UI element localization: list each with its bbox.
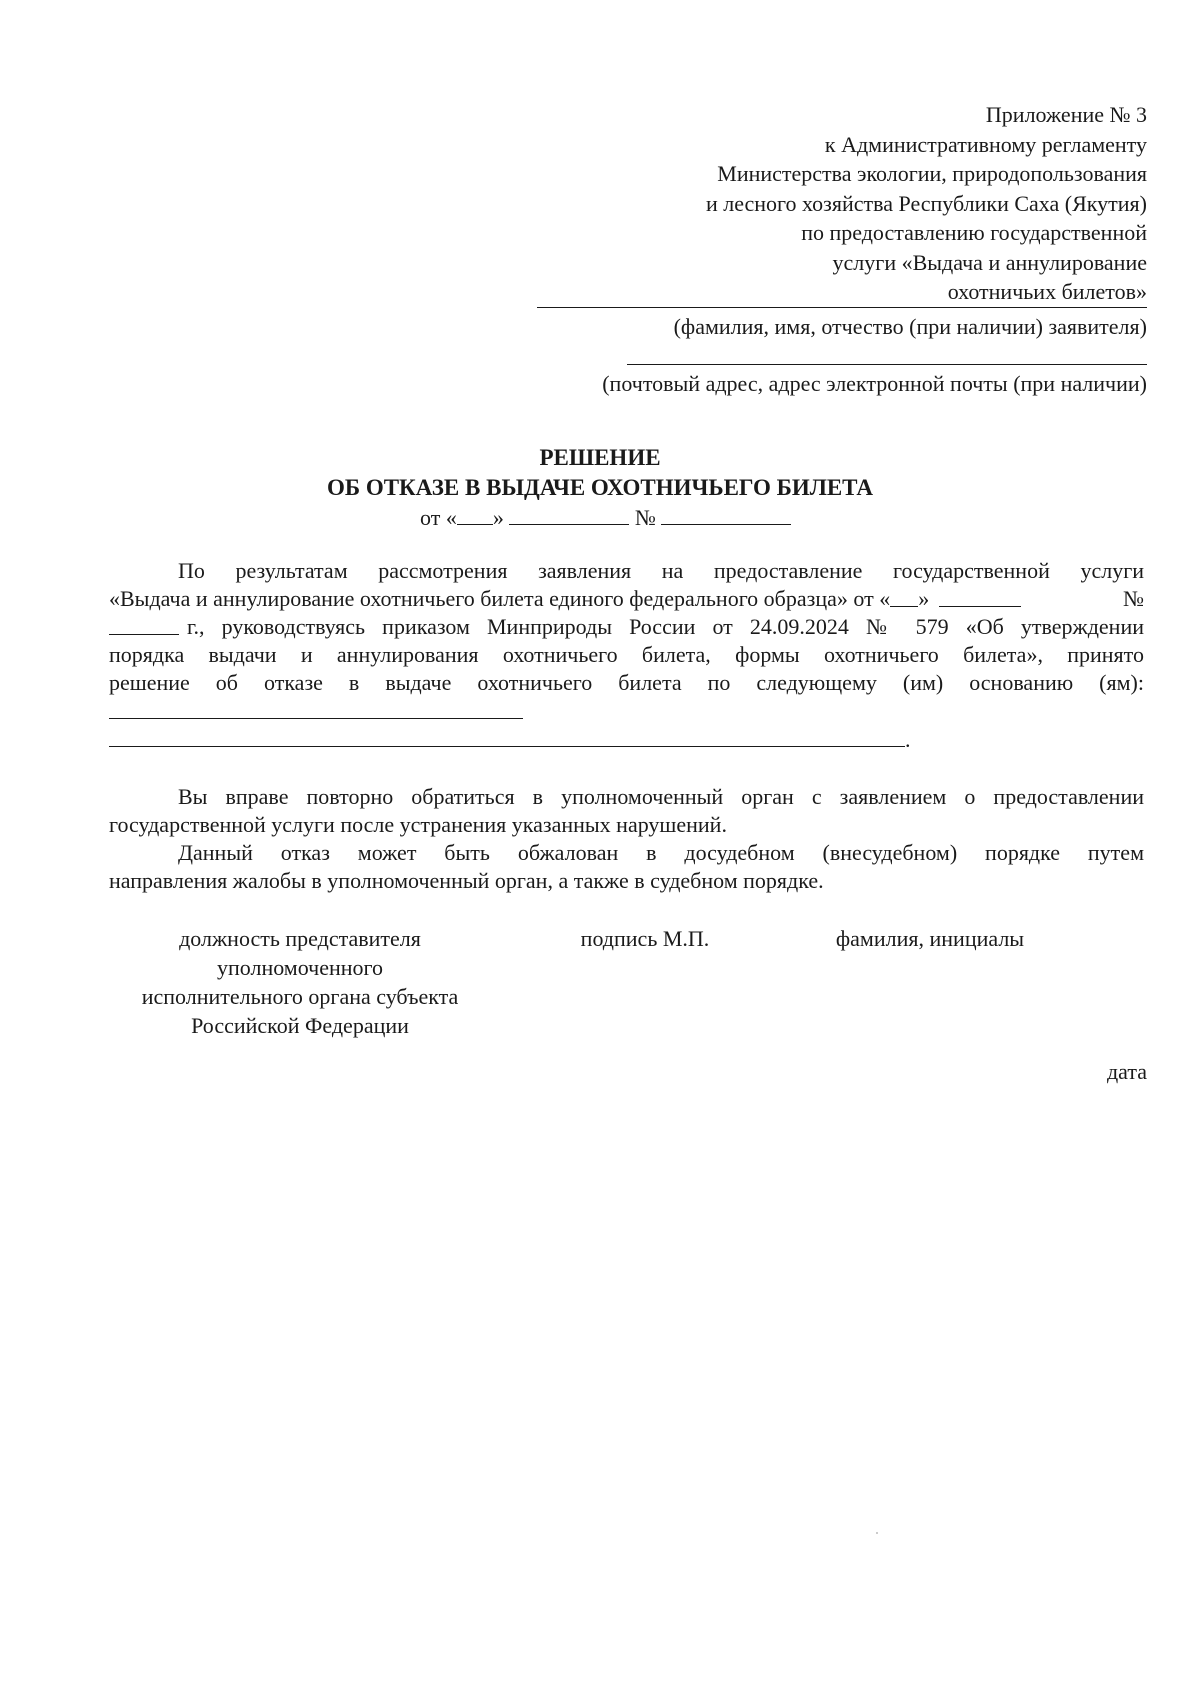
appendix-line: по предоставлению государственной (801, 220, 1147, 245)
applicant-name-blank[interactable] (537, 307, 1147, 308)
decision-number-blank[interactable] (661, 504, 791, 525)
application-day-blank[interactable] (890, 586, 918, 607)
appendix-line: охотничьих билетов» (947, 279, 1147, 304)
date-prefix: от « (420, 505, 457, 530)
appendix-header (706, 100, 1147, 307)
appendix-line: Министерства экологии, природопользования (717, 161, 1147, 186)
decision-subtitle: ОБ ОТКАЗЕ В ВЫДАЧЕ ОХОТНИЧЬЕГО БИЛЕТА (326, 475, 873, 500)
decision-day-blank[interactable] (457, 504, 493, 525)
number-sign: № (634, 505, 656, 530)
body-line: порядка выдачи и аннулирования охотничьего билета, формы охотничьего билета», принято (109, 642, 1144, 667)
decision-month-blank[interactable] (509, 504, 629, 525)
body-line: государственной услуги после устранения указанных нарушений. (109, 812, 727, 837)
grounds-line-2 (109, 726, 1144, 753)
scan-speck (876, 1532, 878, 1534)
body-line: решение об отказе в выдаче охотничьего билета по следующему (им) основанию (ям): (109, 670, 1144, 695)
body-line: Данный отказ может быть обжалован в досудебном (внесудебном) порядке путем (178, 840, 1144, 865)
appendix-line: услуги «Выдача и аннулирование (832, 249, 1147, 275)
decision-date-line (420, 504, 791, 531)
position-line: уполномоченного (216, 955, 384, 980)
decision-title: РЕШЕНИЕ (539, 445, 661, 470)
signature-label: подпись М.П. (580, 926, 710, 951)
applicant-address-block (537, 364, 1147, 397)
fullname-label: фамилия, инициалы (835, 926, 1025, 951)
date-label: дата (1106, 1059, 1147, 1084)
position-line: должность представителя (179, 926, 421, 951)
applicant-address-caption: (почтовый адрес, адрес электронной почты (при наличии) (602, 371, 1147, 396)
number-sign: № (1123, 586, 1144, 611)
body-text: г., руководствуясь приказом Минприроды России от 24.09.2024 № 579 «Об утверждении (187, 614, 1144, 639)
appendix-line: к Административному регламенту (824, 131, 1147, 157)
grounds-line-1 (109, 698, 1144, 725)
body-text: . (905, 727, 911, 752)
grounds-blank-1[interactable] (109, 698, 523, 719)
body-line (109, 586, 1144, 612)
official-position-label (110, 924, 490, 1040)
grounds-blank-2[interactable] (109, 726, 905, 747)
body-line (109, 614, 1144, 640)
date-close: » (492, 505, 504, 530)
body-text: » (918, 586, 930, 611)
applicant-name-block (537, 307, 1147, 340)
body-line: Вы вправе повторно обратиться в уполномоченный орган с заявлением о предоставлении (178, 784, 1144, 809)
body-line: По результатам рассмотрения заявления на предоставление государственной услуги (178, 558, 1144, 583)
applicant-name-caption: (фамилия, имя, отчество (при наличии) заявителя) (673, 314, 1147, 339)
appendix-line: и лесного хозяйства Республики Саха (Якутия) (705, 190, 1147, 216)
body-line: направления жалобы в уполномоченный орган, а также в судебном порядке. (109, 868, 824, 893)
appendix-line: Приложение № 3 (985, 102, 1147, 127)
application-month-blank[interactable] (939, 586, 1021, 607)
applicant-address-blank[interactable] (627, 364, 1147, 365)
position-line: Российской Федерации (191, 1013, 409, 1038)
body-text: «Выдача и аннулирование охотничьего билета единого федерального образца» от « (109, 586, 891, 611)
application-number-blank[interactable] (109, 614, 179, 635)
position-line: исполнительного органа субъекта (141, 984, 459, 1009)
